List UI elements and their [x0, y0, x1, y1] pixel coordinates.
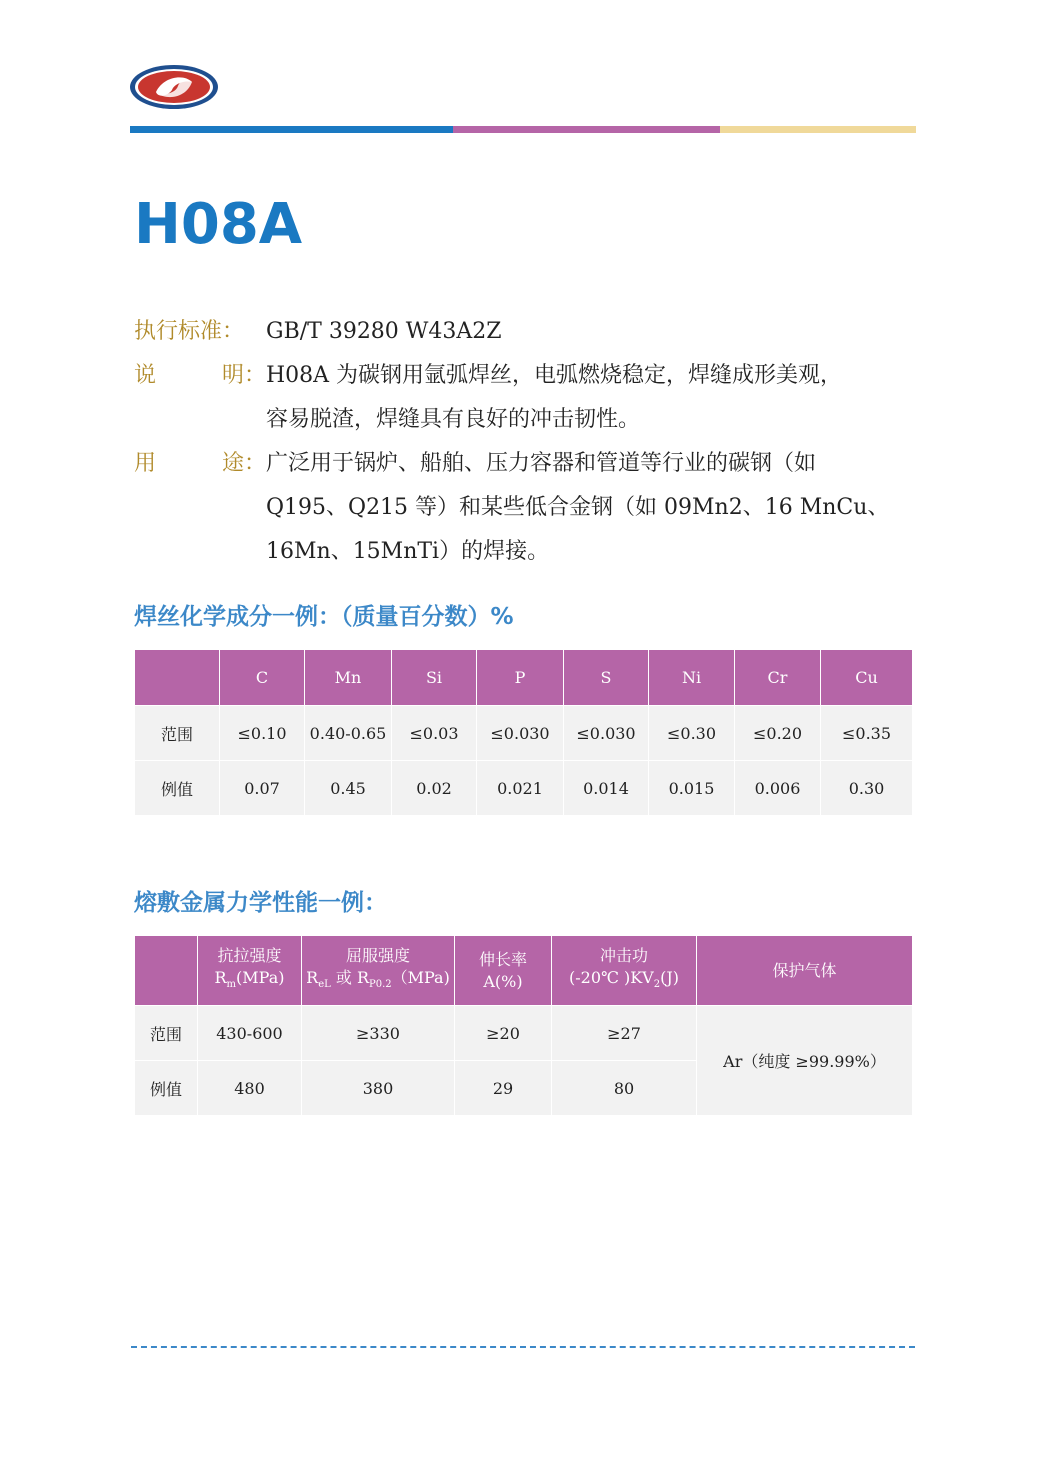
table-cell: 430-600 — [198, 1006, 302, 1061]
elongation-header: 伸长率 A(%) — [455, 936, 552, 1006]
row-label: 范围 — [135, 1006, 198, 1061]
chem-header-cell — [135, 650, 220, 706]
row-label: 例值 — [135, 761, 220, 816]
table-cell: 0.40-0.65 — [305, 706, 392, 761]
chem-section-title: 焊丝化学成分一例：（质量百分数）% — [134, 604, 514, 630]
standard-value: GB/T 39280 W43A2Z — [266, 319, 502, 344]
table-cell: ≤0.030 — [477, 706, 564, 761]
desc-label-a: 说 — [134, 363, 157, 388]
chem-header-cell: S — [564, 650, 649, 706]
table-cell: 0.014 — [564, 761, 649, 816]
standard-label: 执行标准： — [134, 319, 245, 344]
mech-section-title: 熔敷金属力学性能一例： — [134, 890, 387, 916]
chem-header-cell: Mn — [305, 650, 392, 706]
table-cell: 0.006 — [735, 761, 821, 816]
table-cell: ≤0.35 — [821, 706, 913, 761]
standard-row — [134, 310, 924, 354]
header-color-bar — [130, 126, 916, 133]
mech-header-cell — [135, 936, 198, 1006]
table-row — [135, 761, 912, 816]
yield-header: 屈服强度 $R_{eL}$ 或 $R_{P0.2}(MPa)$ — [302, 936, 455, 1006]
use-line3: 16Mn、15MnTi）的焊接。 — [266, 539, 550, 564]
chem-header-cell: Ni — [649, 650, 735, 706]
product-info — [134, 310, 924, 574]
table-cell: 0.07 — [220, 761, 305, 816]
row-label: 例值 — [135, 1061, 198, 1116]
chem-header-cell: Cr — [735, 650, 821, 706]
table-cell: ≤0.030 — [564, 706, 649, 761]
table-cell: 0.021 — [477, 761, 564, 816]
table-cell: 29 — [455, 1061, 552, 1116]
desc-line1: H08A 为碳钢用氩弧焊丝，电弧燃烧稳定，焊缝成形美观， — [266, 363, 843, 388]
chem-header-cell: P — [477, 650, 564, 706]
chem-header-cell: Cu — [821, 650, 913, 706]
table-cell: ≤0.10 — [220, 706, 305, 761]
table-row — [135, 1006, 912, 1061]
table-cell: ≥20 — [455, 1006, 552, 1061]
use-line1: 广泛用于锅炉、船舶、压力容器和管道等行业的碳钢（如 — [266, 451, 817, 476]
desc-label-b: 明： — [221, 363, 266, 388]
mech-header-row — [135, 936, 912, 1006]
desc-line2: 容易脱渣，焊缝具有良好的冲击韧性。 — [266, 407, 641, 432]
chem-header-cell: C — [220, 650, 305, 706]
table-cell: 0.015 — [649, 761, 735, 816]
table-cell: 0.02 — [392, 761, 477, 816]
gas-value: Ar（纯度 ≥99.99%） — [697, 1006, 913, 1116]
usage-row — [134, 442, 924, 486]
table-cell: ≥330 — [302, 1006, 455, 1061]
description-row — [134, 354, 924, 398]
table-row — [135, 706, 912, 761]
tensile-header: 抗拉强度 $R_m(MPa)$ — [198, 936, 302, 1006]
footer-divider — [131, 1346, 915, 1348]
chem-header-row — [135, 650, 912, 706]
table-cell: 0.30 — [821, 761, 913, 816]
table-cell: 380 — [302, 1061, 455, 1116]
row-label: 范围 — [135, 706, 220, 761]
use-label-a: 用 — [134, 451, 157, 476]
table-cell: ≤0.03 — [392, 706, 477, 761]
mech-table — [135, 936, 912, 1115]
company-logo — [128, 62, 220, 112]
gas-header: 保护气体 — [697, 936, 913, 1006]
table-cell: 480 — [198, 1061, 302, 1116]
chem-header-cell: Si — [392, 650, 477, 706]
table-cell: ≥27 — [552, 1006, 697, 1061]
chem-table — [135, 650, 912, 815]
table-cell: 0.45 — [305, 761, 392, 816]
page-title: H08A — [134, 192, 303, 257]
use-line2: Q195、Q215 等）和某些低合金钢（如 09Mn2、16 MnCu、 — [266, 495, 890, 520]
table-cell: 80 — [552, 1061, 697, 1116]
table-cell: ≤0.30 — [649, 706, 735, 761]
table-cell: ≤0.20 — [735, 706, 821, 761]
impact-header: 冲击功 (-20℃ )$KV_2(J)$ — [552, 936, 697, 1006]
use-label-b: 途： — [221, 451, 266, 476]
